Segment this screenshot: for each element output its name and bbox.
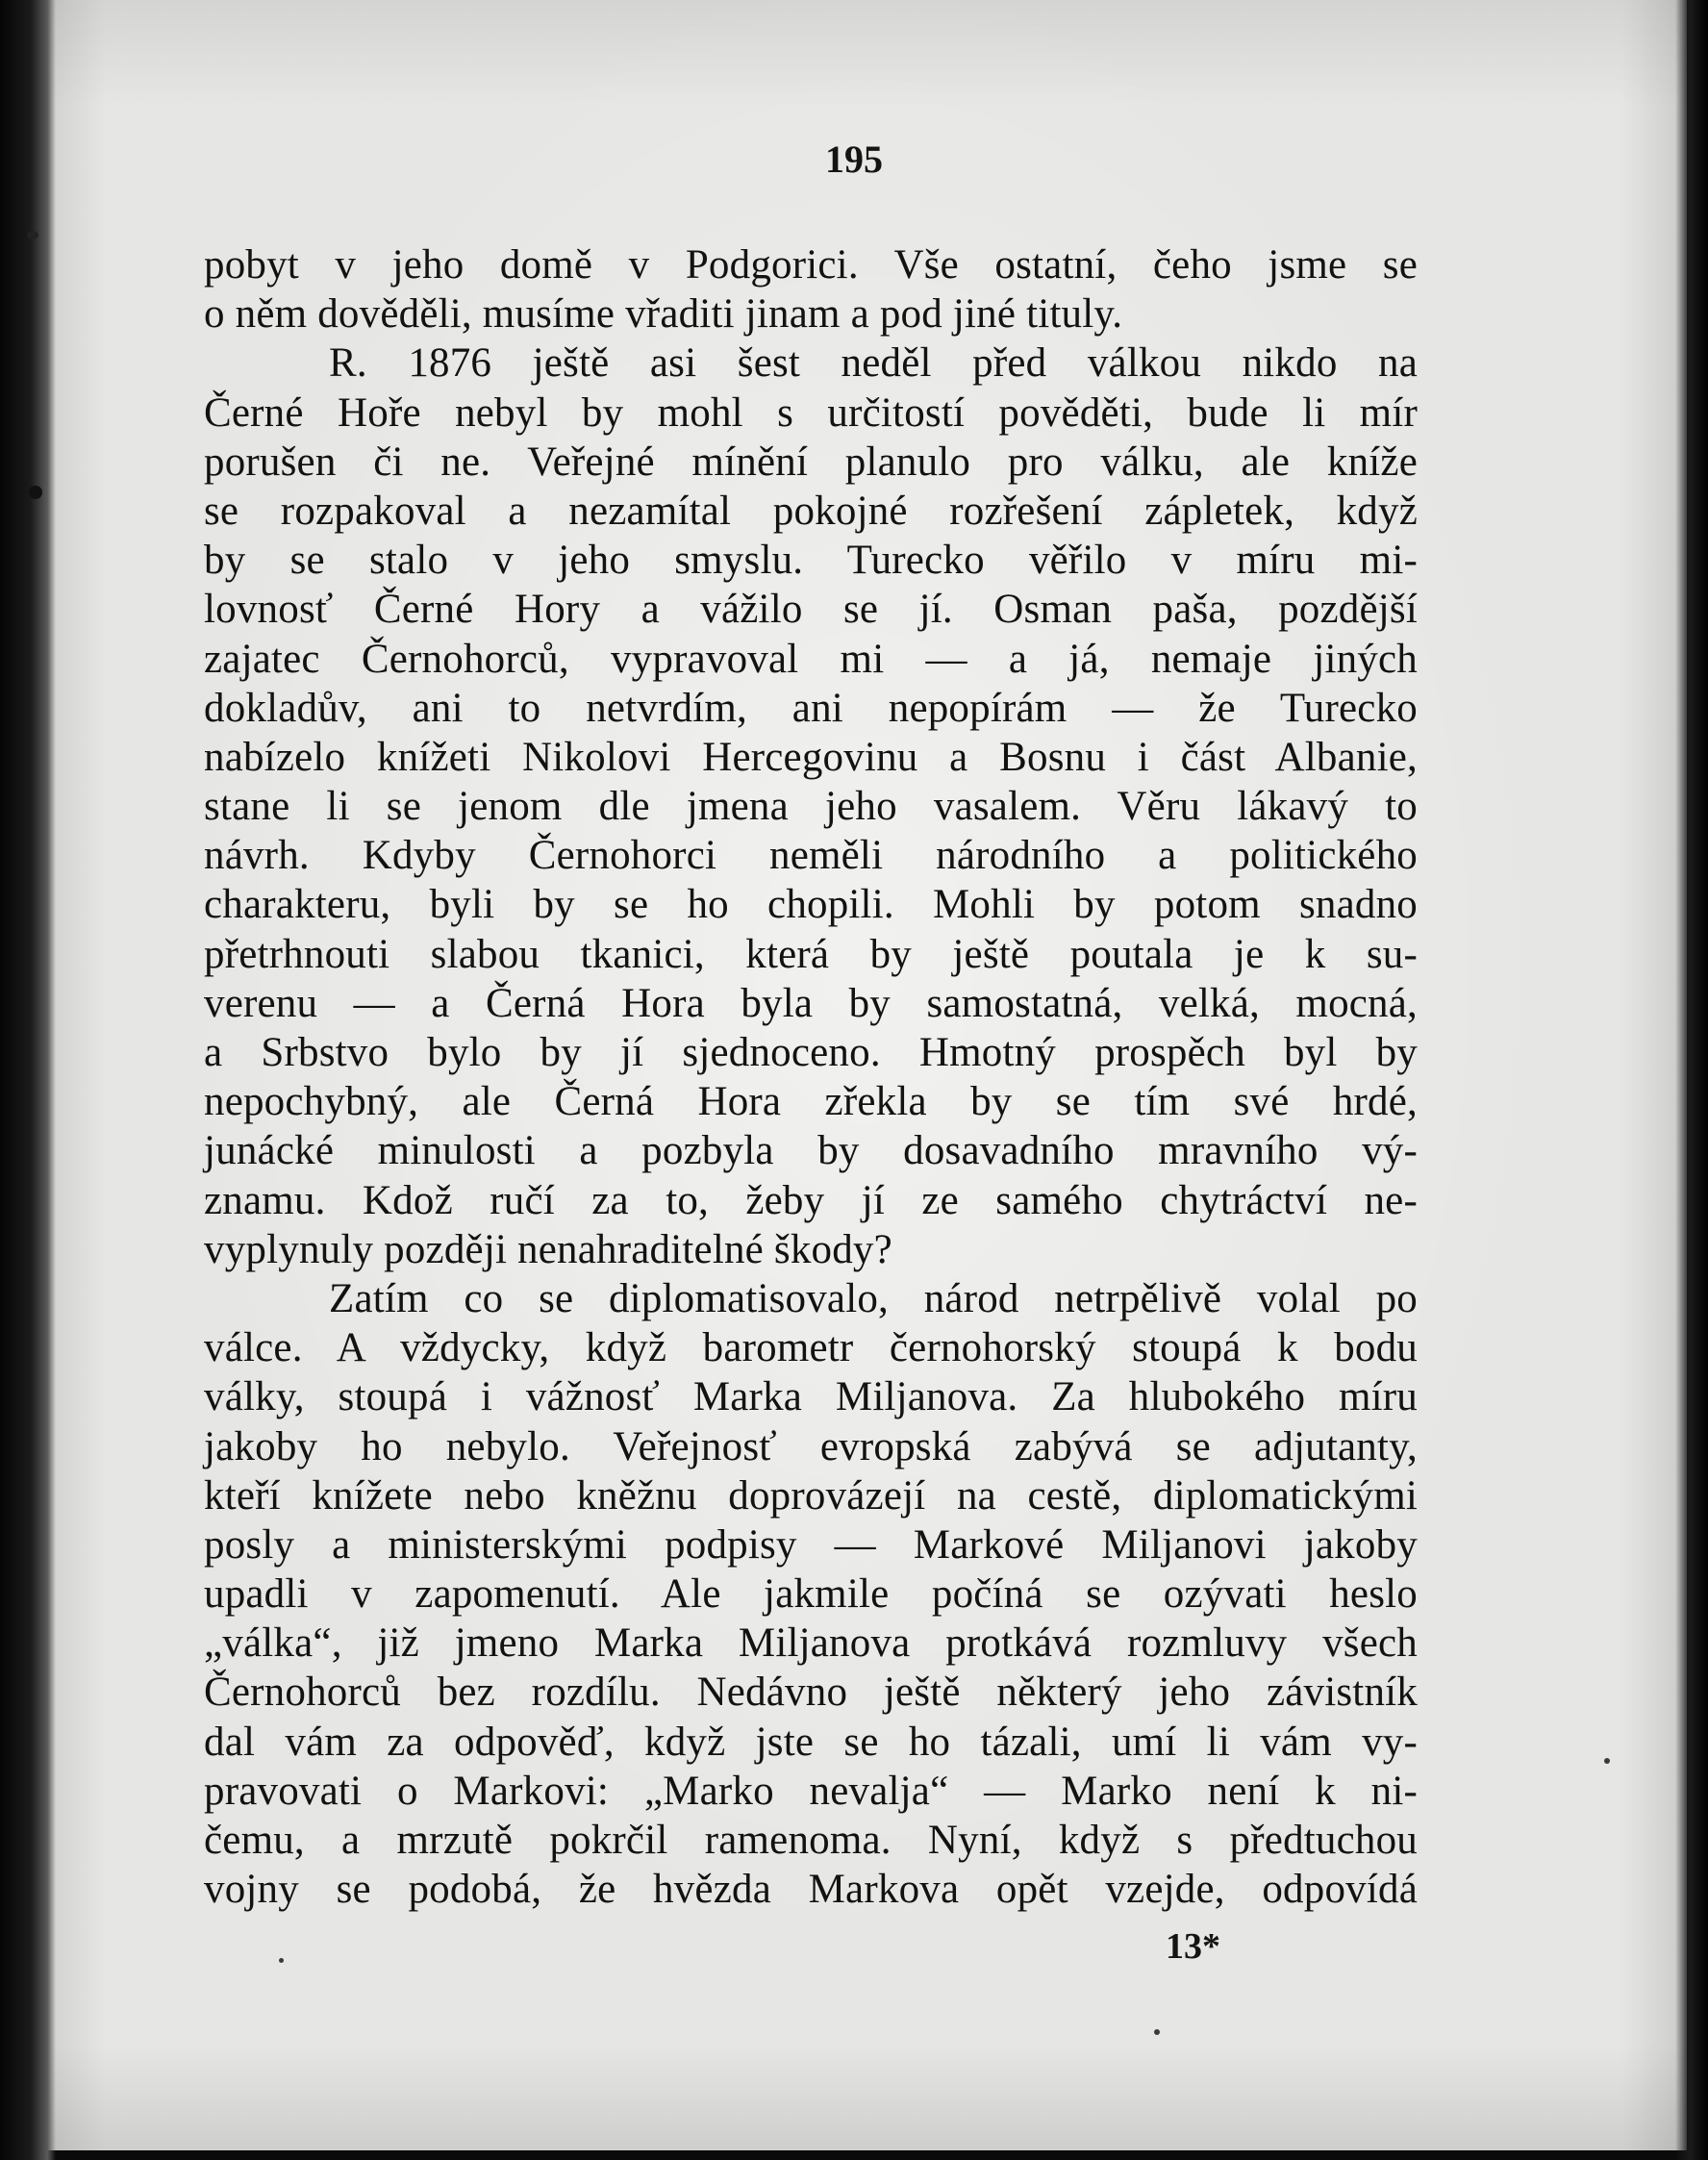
text-line: Černé Hoře nebyl by mohl s určitostí pověděti, bude li mír: [204, 389, 1418, 436]
text-line: válce. A vždycky, když barometr černohorský stoupá k bodu: [204, 1325, 1418, 1371]
text-line: války, stoupá i vážnosť Marka Miljanova. Za hlubokého míru: [204, 1374, 1418, 1420]
dust-speck: [1154, 2029, 1160, 2035]
text-line: porušen či ne. Veřejné mínění planulo pro válku, ale kníže: [204, 439, 1418, 485]
text-line: charakteru, byli by se ho chopili. Mohli by potom snadno: [204, 882, 1418, 928]
text-line: Zatím co se diplomatisovalo, národ netrpělivě volal po: [329, 1275, 1418, 1321]
printer-signature-mark: 13*: [1166, 1926, 1220, 1967]
text-line: upadli v zapomenutí. Ale jakmile počíná se ozývati heslo: [204, 1571, 1418, 1618]
text-line: a Srbstvo bylo by jí sjednoceno. Hmotný prospěch byl by: [204, 1030, 1418, 1075]
text-line: verenu — a Černá Hora byla by samostatná, velká, mocná,: [204, 980, 1418, 1026]
book-spine-shadow: [0, 0, 56, 2160]
text-line: Černohorců bez rozdílu. Nedávno ještě některý jeho závistník: [204, 1670, 1418, 1716]
text-line: pobyt v jeho domě v Podgorici. Vše ostatní, čeho jsme se: [204, 242, 1418, 288]
text-line: znamu. Kdož ručí za to, žeby jí ze samého chytráctví ne-: [204, 1177, 1418, 1223]
text-line: čemu, a mrzutě pokrčil ramenoma. Nyní, když s předtuchou: [204, 1818, 1418, 1863]
text-line: se rozpakoval a nezamítal pokojné rozřešení zápletek, když: [204, 488, 1418, 534]
dust-speck: [27, 231, 38, 239]
text-line: nabízelo knížeti Nikolovi Hercegovinu a Bosnu i část Albanie,: [204, 734, 1418, 780]
text-line: junácké minulosti a pozbyla by dosavadního mravního vý-: [204, 1128, 1418, 1174]
text-line: návrh. Kdyby Černohorci neměli národního a politického: [204, 833, 1418, 879]
dust-speck: [1604, 1758, 1610, 1764]
text-line: jakoby ho nebylo. Veřejnosť evropská zabývá se adjutanty,: [204, 1423, 1418, 1469]
text-line: vyplynuly později nenahraditelné škody?: [204, 1226, 892, 1272]
text-line: kteří knížete nebo kněžnu doprovázejí na cestě, diplomatickými: [204, 1472, 1418, 1519]
text-line: „válka“, již jmeno Marka Miljanova protkává rozmluvy všech: [204, 1620, 1418, 1667]
body-text: [204, 240, 1418, 1914]
text-line: nepochybný, ale Černá Hora zřekla by se tím své hrdé,: [204, 1079, 1418, 1125]
text-line: by se stalo v jeho smyslu. Turecko věřilo v míru mi-: [204, 538, 1418, 584]
page-edge-shadow: [1675, 0, 1708, 2160]
text-line: R. 1876 ještě asi šest neděl před válkou nikdo na: [329, 340, 1418, 387]
text-line: lovnosť Černé Hory a vážilo se jí. Osman paša, pozdější: [204, 587, 1418, 633]
text-line: stane li se jenom dle jmena jeho vasalem. Věru lákavý to: [204, 784, 1418, 830]
text-line: vojny se podobá, že hvězda Markova opět vzejde, odpovídá: [204, 1867, 1418, 1913]
text-line: pravovati o Markovi: „Marko nevalja“ — Marko není k ni-: [204, 1768, 1418, 1814]
text-line: dokladův, ani to netvrdím, ani nepopírám — že Turecko: [204, 685, 1418, 731]
dust-speck: [29, 486, 42, 499]
dust-speck: [279, 1958, 284, 1963]
page-number: 195: [825, 138, 883, 181]
text-line: o něm dověděli, musíme vřaditi jinam a pod jiné tituly.: [204, 291, 1123, 338]
text-line: přetrhnouti slabou tkanici, která by ještě poutala je k su-: [204, 931, 1418, 977]
text-line: posly a ministerskými podpisy — Markové Miljanovi jakoby: [204, 1521, 1418, 1568]
text-line: zajatec Černohorců, vypravoval mi — a já, nemaje jiných: [204, 636, 1418, 682]
text-line: dal vám za odpověď, když jste se ho tázali, umí li vám vy-: [204, 1719, 1418, 1765]
